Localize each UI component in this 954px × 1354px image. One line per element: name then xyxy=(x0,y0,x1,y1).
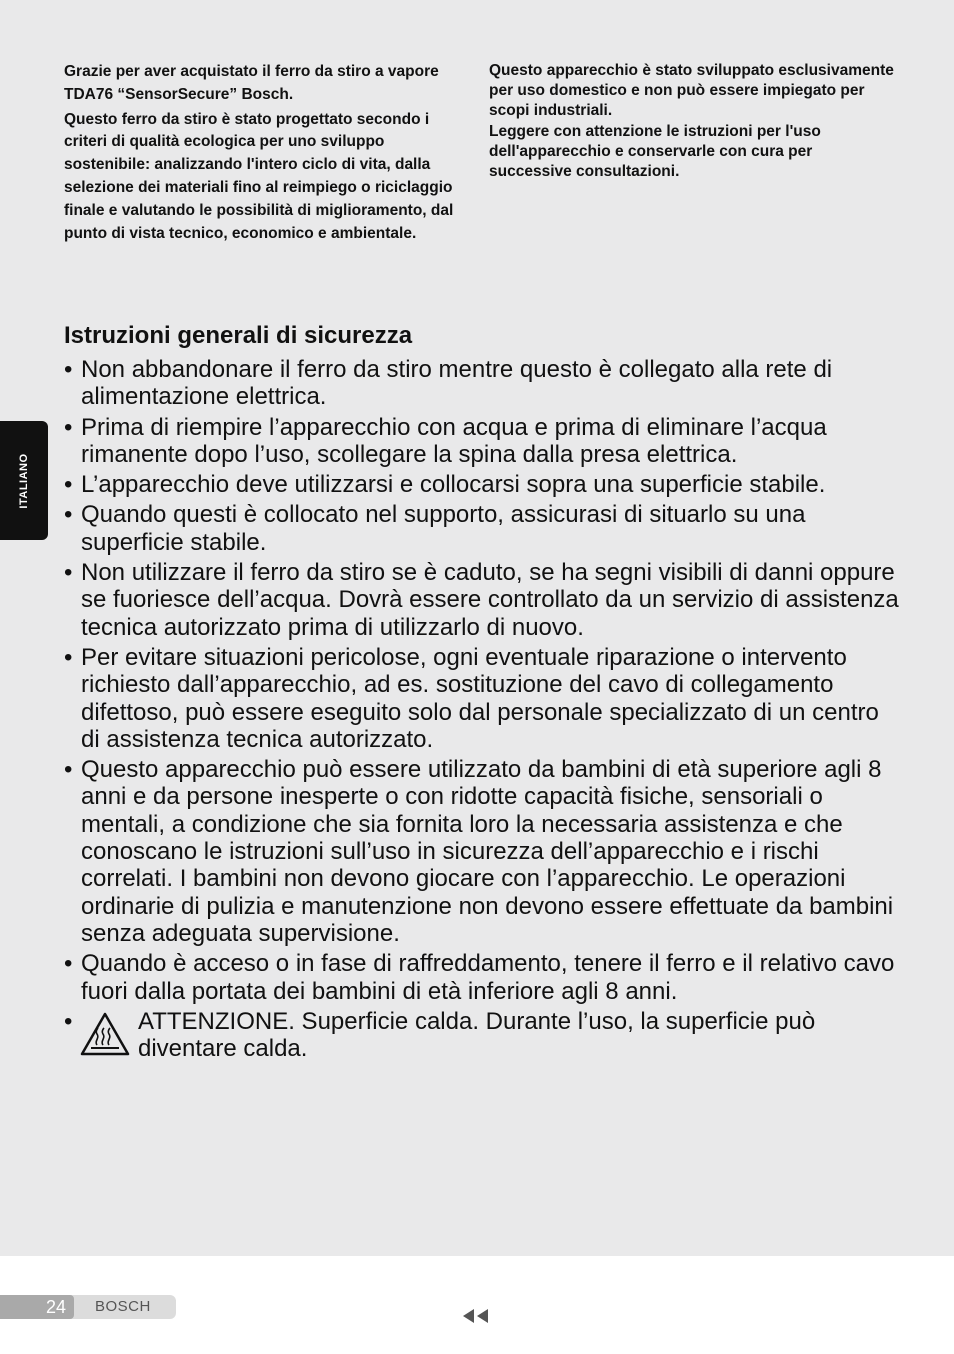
list-item-text: Quando è acceso o in fase di raffreddamento, tenere il ferro e il relativo cavo fuori dalla portata dei bambini di età inferiore agli 8 anni. xyxy=(81,950,895,1005)
bullet: • xyxy=(64,1007,73,1035)
bullet: • xyxy=(64,413,73,441)
list-item xyxy=(64,559,899,641)
bullet: • xyxy=(64,471,73,499)
list-item xyxy=(64,644,899,753)
page-number: 24 xyxy=(45,1297,66,1317)
bullet: • xyxy=(64,559,73,587)
intro-left-column xyxy=(64,61,469,247)
hot-surface-warning-icon xyxy=(79,1011,131,1057)
list-item-text: Quando questi è collocato nel supporto, assicurasi di situarlo su una superficie stabile. xyxy=(81,501,806,556)
list-item-text: Non utilizzare il ferro da stiro se è caduto, se ha segni visibili di danni oppure se fuoriesce dell’acqua. Dovrà essere controllato da un servizio di assistenza tecnica autorizzato prima di utilizzarlo di nuovo. xyxy=(81,559,899,641)
bullet: • xyxy=(64,643,73,671)
list-item xyxy=(64,356,899,411)
intro-paragraph: Questo apparecchio è stato sviluppato esclusivamente per uso domestico e non può essere impiegato per scopi industriali. xyxy=(489,62,894,119)
intro-paragraph: Leggere con attenzione le istruzioni per l'uso dell'apparecchio e conservarle con cura per successive consultazioni. xyxy=(489,123,821,180)
safety-list xyxy=(64,356,899,1067)
list-item-text: Prima di riempire l’apparecchio con acqua e prima di eliminare l’acqua rimanente dopo l’uso, scollegare la spina dalla presa elettrica. xyxy=(81,413,827,468)
list-item-text: Non abbandonare il ferro da stiro mentre questo è collegato alla rete di alimentazione elettrica. xyxy=(81,356,833,411)
list-item-text: Questo apparecchio può essere utilizzato da bambini di età superiore agli 8 anni e da persone inesperte o con ridotte capacità fisiche, sensoriali o mentali, a condizione che sia fornita loro la necessaria assistenza e che conoscano le istruzioni sull’uso in sicurezza dell’apparecchio e i rischi correlati. I bambini non devono giocare con l’apparecchio. Le operazioni ordinarie di pulizia e manutenzione non devono essere effettuate da bambini senza adeguata supervisione. xyxy=(81,756,894,947)
list-item-text: Per evitare situazioni pericolose, ogni eventuale riparazione o intervento richiesto dall’apparecchio, ad es. sostituzione del cavo di collegamento difettoso, può essere eseguito solo dal personale specializzato di un centro di assistenza tecnica autorizzato. xyxy=(81,643,879,753)
list-item xyxy=(64,501,899,556)
list-item xyxy=(64,471,899,498)
bullet: • xyxy=(64,356,73,383)
intro-paragraph: Grazie per aver acquistato il ferro da stiro a vapore TDA76 “SensorSecure” Bosch. xyxy=(64,63,439,103)
intro-right-column xyxy=(489,61,899,183)
list-item-text: L’apparecchio deve utilizzarsi e collocarsi sopra una superficie stabile. xyxy=(81,471,826,499)
list-item xyxy=(64,950,899,1005)
bullet: • xyxy=(64,756,73,784)
bullet: • xyxy=(64,950,73,978)
brand-label: BOSCH xyxy=(95,1298,151,1315)
intro-paragraph: Questo ferro da stiro è stato progettato secondo i criteri di qualità ecologica per uno sviluppo sostenibile: analizzando l'intero ciclo di vita, dalla selezione dei materiali fino al reimpiego o riciclaggio finale e valutando le possibilità di miglioramento, dal punto di vista tecnico, economico e ambientale. xyxy=(64,110,454,242)
previous-page-icon[interactable] xyxy=(462,1308,490,1324)
list-item xyxy=(64,756,899,947)
language-tab-label: ITALIANO xyxy=(18,453,30,509)
bullet: • xyxy=(64,501,73,529)
warning-text: ATTENZIONE. Superficie calda. Durante l’uso, la superficie può diventare calda. xyxy=(138,1007,816,1063)
safety-heading: Istruzioni generali di sicurezza xyxy=(64,322,413,349)
warning-list-item xyxy=(64,1008,899,1064)
language-tab xyxy=(0,421,48,540)
list-item xyxy=(64,414,899,469)
